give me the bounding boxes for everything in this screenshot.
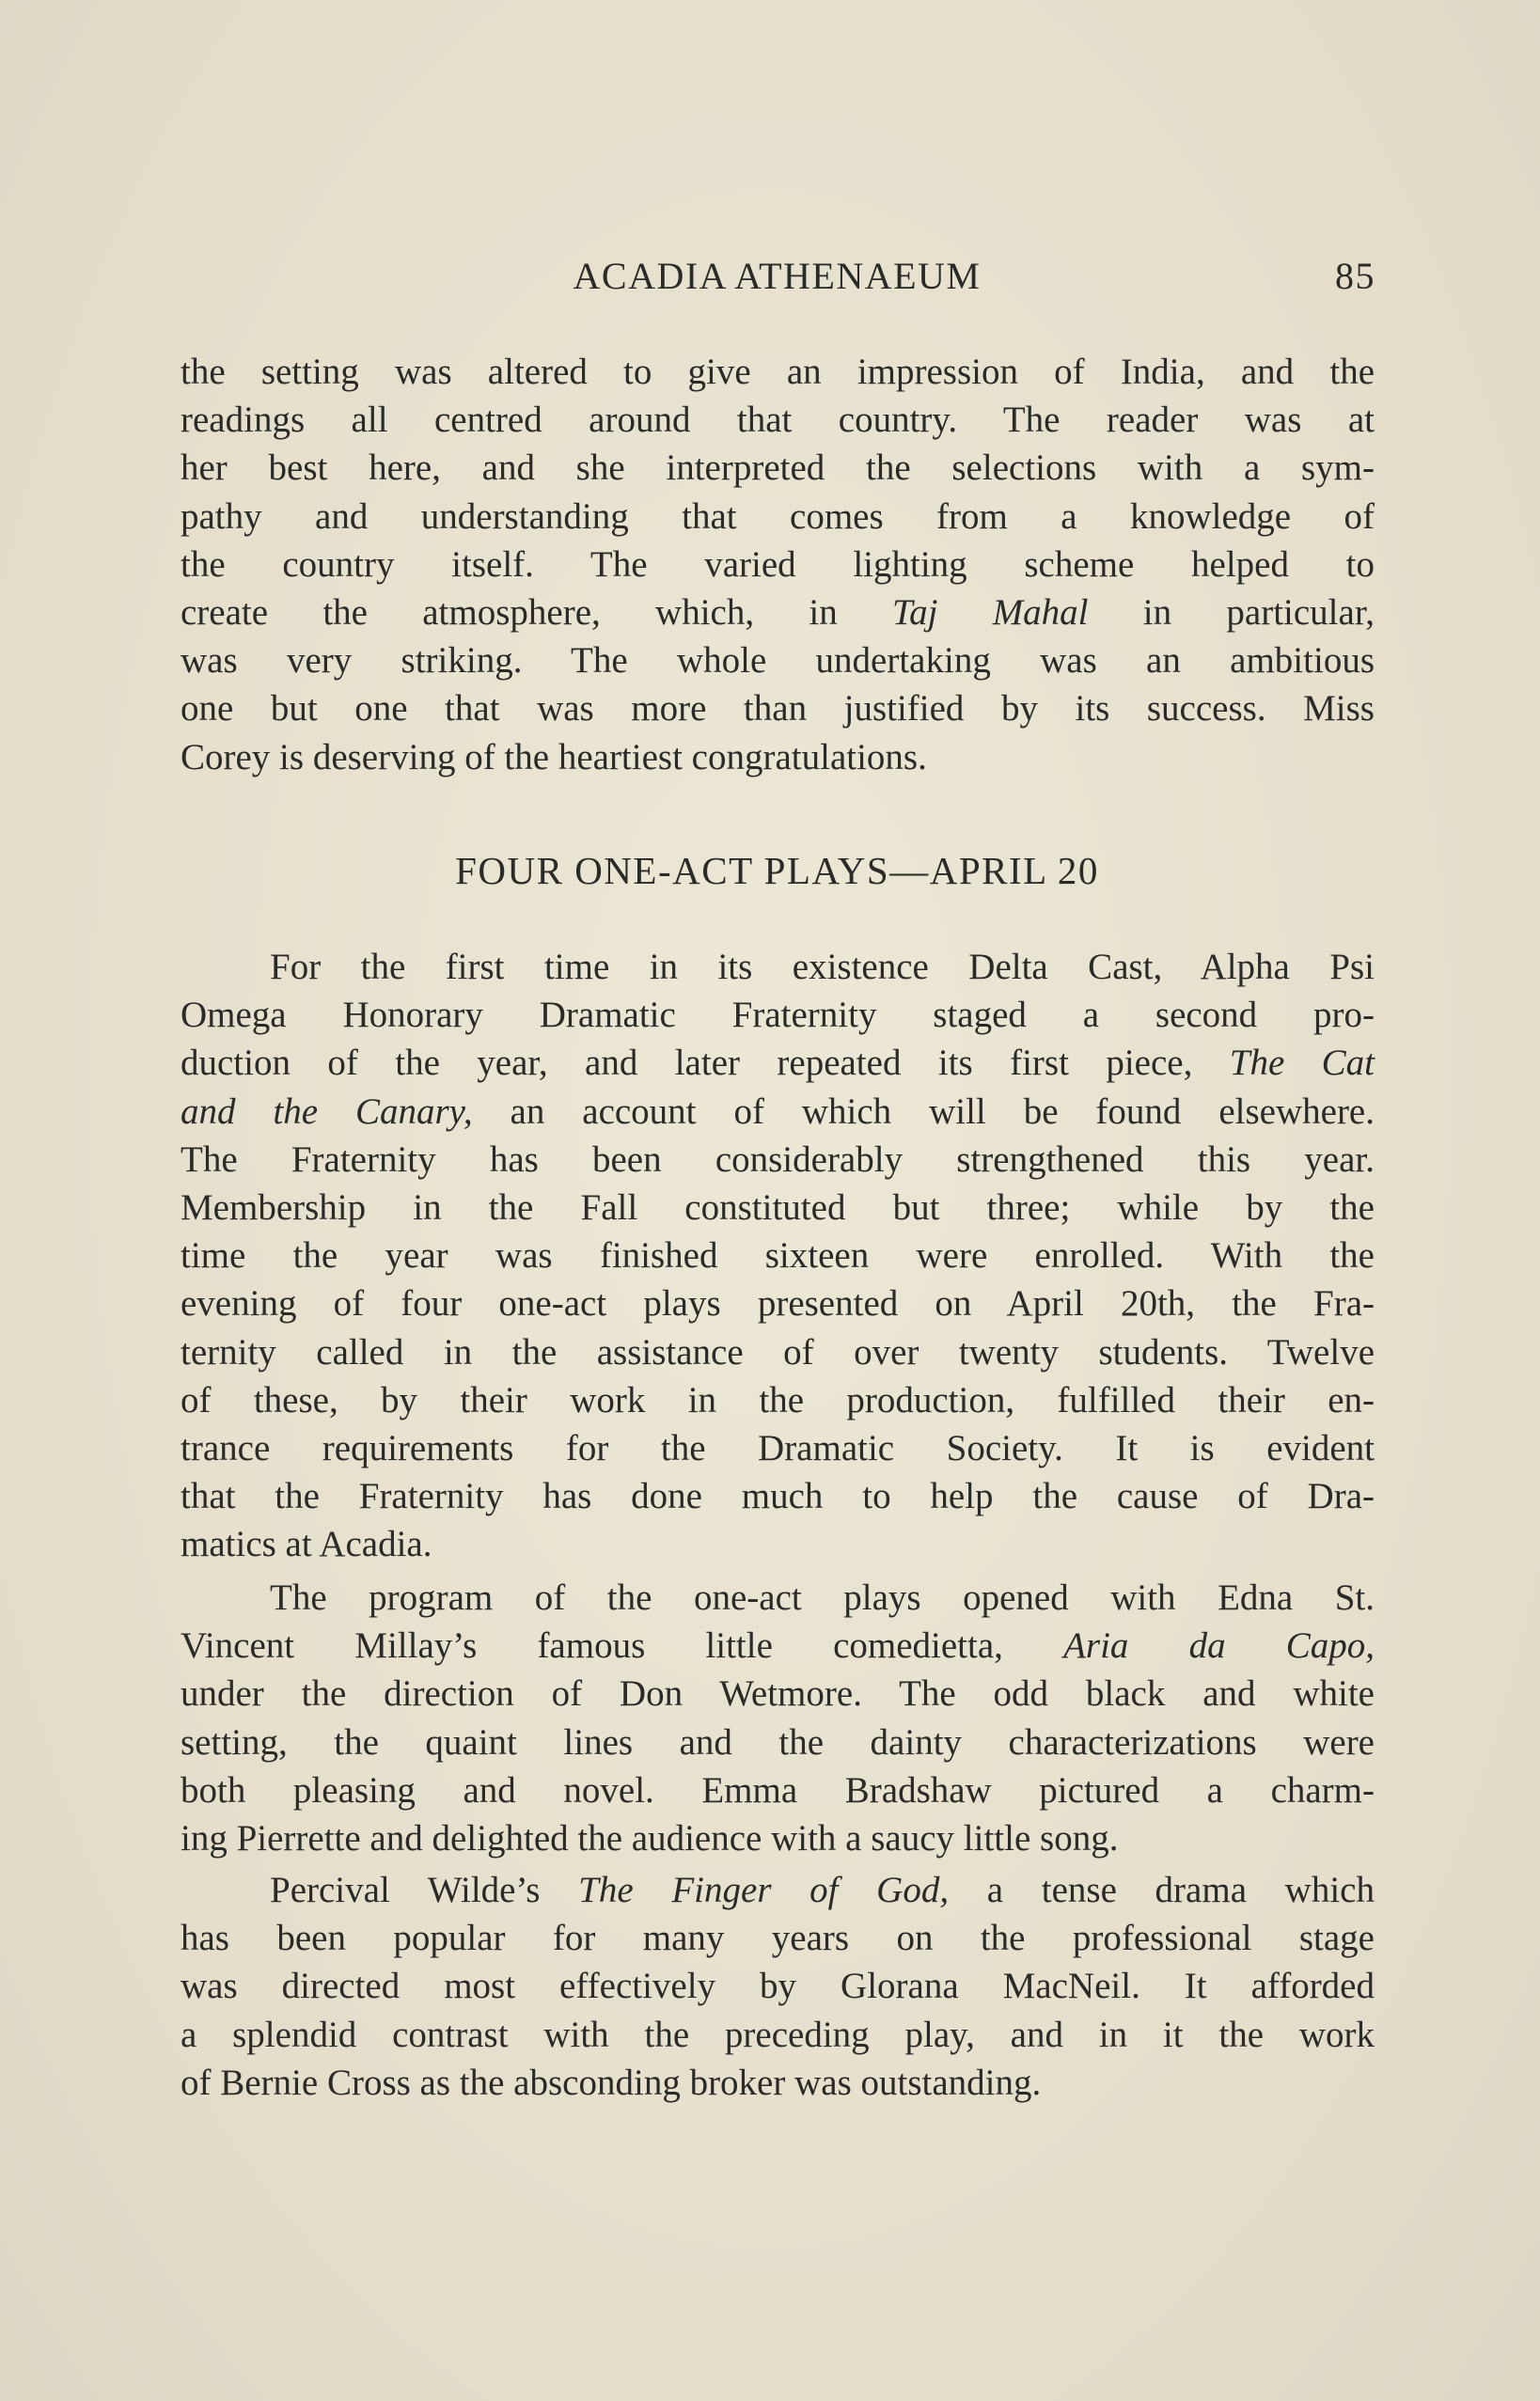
text-line: trance requirements for the Dramatic Society. It is evident bbox=[181, 1428, 1375, 1469]
text-line bbox=[181, 1088, 1375, 1136]
text-line bbox=[181, 588, 1375, 636]
journal-title: ACADIA ATHENAEUM bbox=[573, 255, 982, 297]
text-segment: duction of the year, and later repeated its first piece, bbox=[181, 1043, 1230, 1084]
text-segment: Vincent Millay’s famous little comedietta, bbox=[181, 1625, 1064, 1667]
text-line: ternity called in the assistance of over twenty students. Twelve bbox=[181, 1331, 1375, 1373]
text-line: pathy and understanding that comes from a knowledge of bbox=[181, 495, 1375, 537]
text-line bbox=[181, 1622, 1375, 1670]
text-line: one but one that was more than justified by its success. Miss bbox=[181, 688, 1375, 730]
text-line: the country itself. The varied lighting scheme helped to bbox=[181, 543, 1375, 585]
italic-title: Taj Mahal bbox=[891, 592, 1089, 634]
text-line: of these, by their work in the production, fulfilled their en- bbox=[181, 1379, 1375, 1420]
paragraph-3 bbox=[181, 1574, 1375, 1862]
text-line: Omega Honorary Dramatic Fraternity staged a second pro- bbox=[181, 995, 1375, 1036]
text-line: For the first time in its existence Delta Cast, Alpha Psi bbox=[270, 947, 1375, 987]
italic-title: The Cat bbox=[1229, 1043, 1375, 1084]
text-segment: in particular, bbox=[1088, 592, 1375, 634]
text-line: evening of four one-act plays presented on April 20th, the Fra- bbox=[181, 1283, 1375, 1325]
italic-title: and the Canary, bbox=[181, 1091, 473, 1132]
text-segment: a tense drama which bbox=[949, 1870, 1375, 1910]
paragraph-4 bbox=[181, 1866, 1375, 2107]
text-line: a splendid contrast with the preceding play, and in it the work bbox=[181, 2014, 1375, 2055]
text-line: the setting was altered to give an impression of India, and the bbox=[181, 352, 1375, 392]
text-line: has been popular for many years on the professional stage bbox=[181, 1918, 1375, 1959]
text-line: was directed most effectively by Glorana MacNeil. It afforded bbox=[181, 1966, 1375, 2007]
text-line: The program of the one-act plays opened with Edna St. bbox=[270, 1577, 1375, 1618]
italic-title: The Finger of God, bbox=[578, 1870, 950, 1910]
text-segment: create the atmosphere, which, in bbox=[181, 592, 892, 634]
text-line: Corey is deserving of the heartiest congratulations. bbox=[181, 736, 927, 777]
text-line bbox=[181, 1039, 1375, 1087]
text-line: that the Fraternity has done much to help the cause of Dra- bbox=[181, 1476, 1375, 1517]
text-line: was very striking. The whole undertaking was an ambitious bbox=[181, 640, 1375, 682]
text-line: her best here, and she interpreted the selections with a sym- bbox=[181, 447, 1375, 489]
text-line: ing Pierrette and delighted the audience with a saucy little song. bbox=[181, 1818, 1119, 1860]
text-line: time the year was finished sixteen were enrolled. With the bbox=[181, 1235, 1375, 1277]
page-number: 85 bbox=[1335, 255, 1375, 297]
text-line bbox=[181, 1866, 1375, 1914]
running-head bbox=[179, 254, 1375, 301]
text-line: Membership in the Fall constituted but three; while by the bbox=[181, 1187, 1375, 1229]
text-line: under the direction of Don Wetmore. The odd black and white bbox=[181, 1673, 1375, 1715]
text-line: both pleasing and novel. Emma Bradshaw pictured a charm- bbox=[181, 1769, 1375, 1811]
text-line: setting, the quaint lines and the dainty characterizations were bbox=[181, 1721, 1375, 1763]
italic-title: Aria da Capo, bbox=[1063, 1625, 1375, 1667]
text-segment: Percival Wilde’s bbox=[270, 1870, 579, 1910]
text-line: matics at Acadia. bbox=[181, 1524, 432, 1565]
text-segment: an account of which will be found elsewhere. bbox=[472, 1091, 1375, 1132]
text-line: readings all centred around that country. The reader was at bbox=[181, 400, 1375, 441]
section-title: FOUR ONE-ACT PLAYS—APRIL 20 bbox=[455, 849, 1099, 892]
paragraph-2 bbox=[181, 943, 1375, 1569]
text-line: The Fraternity has been considerably strengthened this year. bbox=[181, 1138, 1375, 1180]
text-line: of Bernie Cross as the absconding broker was outstanding. bbox=[181, 2062, 1042, 2103]
paragraph-1 bbox=[181, 348, 1375, 781]
